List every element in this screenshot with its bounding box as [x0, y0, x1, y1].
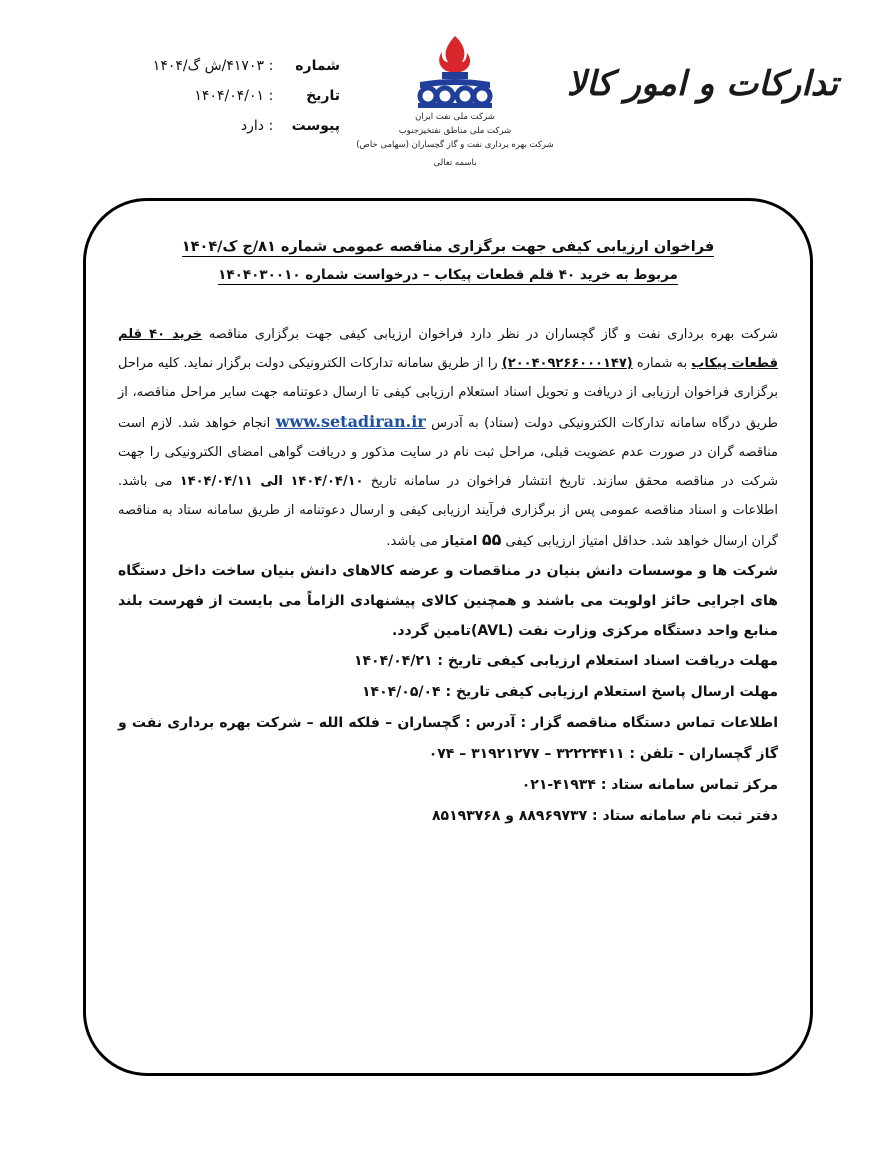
meta-attachment-label: پیوست [291, 118, 340, 134]
p1-text-j: می باشد. [386, 534, 442, 549]
nioc-flame-logo-icon [410, 32, 500, 110]
setad-contact-center: مرکز تماس سامانه ستاد : ۴۱۹۳۴-۰۲۱ [521, 777, 778, 793]
p1-text-a: شرکت بهره برداری نفت و گاز گچساران در نظر دارد فراخوان ارزیابی کیفی جهت برگزاری مناقصه [201, 327, 778, 342]
logo-operating-company: شرکت بهره برداری نفت و گاز گچساران (سهامی خاص) [356, 140, 554, 150]
p1-tender-number: (۲۰۰۴۰۹۲۶۶۰۰۰۱۴۷) [501, 356, 633, 371]
deadline-send-response: مهلت ارسال پاسخ استعلام ارزیابی کیفی تاریخ : ۱۴۰۴/۰۵/۰۴ [362, 684, 778, 700]
p1-text-e: را از طریق سامانه تدارکات الکترونیکی دولت برگزار نماید. کلیه مراحل برگزاری فراخوان ارزیابی از دریافت و تحویل اسناد استعلام ارزیابی کیفی تا ارسال دعوتنامه جهت سایر مراحل مناقصه، از طریق درگاه سامانه تدارکات الکترونیکی دولت (ستاد) به آدرس [118, 356, 778, 431]
deadline-receive-documents: مهلت دریافت اسناد استعلام ارزیابی کیفی تاریخ : ۱۴۰۴/۰۴/۲۱ [353, 653, 778, 669]
p1-score-unit: امتیاز [441, 534, 482, 549]
setad-registration-office: دفتر ثبت نام سامانه ستاد : ۸۸۹۶۹۷۳۷ و ۸۵۱۹۳۷۶۸ [432, 808, 778, 824]
meta-colon: : [268, 58, 274, 74]
p1-text-f: انجام خواهد شد. لازم است مناقصه گران در صورت عدم عضویت قبلی، مراحل ثبت نام در سایت مذکور و دریافت گواهی امضای الکترونیکی را جهت شرکت در مناقصه محقق سازند. تاریخ انتشار فراخوان در سامانه تاریخ [118, 416, 779, 489]
meta-attachment-row [130, 118, 340, 148]
meta-date-value: ۱۴۰۴/۰۴/۰۱ [194, 88, 264, 104]
company-logo-block [330, 32, 580, 170]
notice-paragraph-knowledge-based: شرکت ها و موسسات دانش بنیان در مناقصات و عرضه کالاهای دانش بنیان ساخت داخل دستگاه های اجرایی حائز اولویت می باشند و همچنین کالای پیشنهادی الزاماً می بایست از فهرست بلند منابع واحد دستگاه مرکزی وزارت نفت (AVL)تامین گردد. [118, 563, 778, 639]
notice-paragraph-main [118, 320, 778, 556]
meta-date-label: تاریخ [306, 88, 340, 104]
letter-meta [130, 58, 340, 148]
logo-company-name: شرکت ملی نفت ایران [415, 112, 495, 122]
p1-min-score: ۵۵ [481, 530, 502, 549]
meta-colon: : [268, 88, 274, 104]
meta-attachment-value: دارد [240, 118, 264, 134]
meta-number-label: شماره [295, 58, 340, 74]
p1-text-h: می باشد. اطلاعات و اسناد مناقصه عمومی پس از برگزاری فرآیند ارزیابی کیفی و ارسال دعوتنامه از طریق سامانه ستاد به مناقصه گران ارسال خواهد شد. حداقل امتیاز ارزیابی کیفی [118, 474, 778, 549]
basmala: باسمه تعالی [433, 158, 477, 168]
notice-body [118, 320, 778, 832]
meta-number-value: ۴۱۷۰۳/ش گ/۱۴۰۴ [152, 58, 264, 74]
p1-text-c: به شماره [632, 356, 692, 371]
department-title: تدارکات و امور کالا [566, 64, 838, 104]
p1-item-description: خرید ۴۰ قلم قطعات پیکاب [118, 327, 778, 371]
notice-title: فراخوان ارزیابی کیفی جهت برگزاری مناقصه عمومی شماره ۸۱/ج ک/۱۴۰۴ [181, 239, 715, 255]
tenderer-contact-info: اطلاعات تماس دستگاه مناقصه گزار : آدرس : گچساران – فلکه الله – شرکت بهره برداری نفت و گاز گچساران - تلفن : ۳۲۲۲۴۴۱۱ – ۳۱۹۲۱۲۷۷ – ۰۷۴ [118, 715, 778, 762]
notice-titles [120, 236, 776, 285]
p1-publish-dates: ۱۴۰۴/۰۴/۱۰ الی ۱۴۰۴/۰۴/۱۱ [179, 474, 364, 489]
meta-colon: : [268, 118, 274, 134]
setadiran-link[interactable]: www.setadiran.ir [275, 412, 426, 431]
meta-date-row [130, 88, 340, 118]
logo-parent-company: شرکت ملی مناطق نفتخیزجنوب [398, 126, 512, 136]
notice-subtitle: مربوط به خرید ۴۰ قلم قطعات پیکاب – درخواست شماره ۱۴۰۴۰۳۰۰۱۰ [218, 267, 678, 283]
meta-number-row [130, 58, 340, 88]
